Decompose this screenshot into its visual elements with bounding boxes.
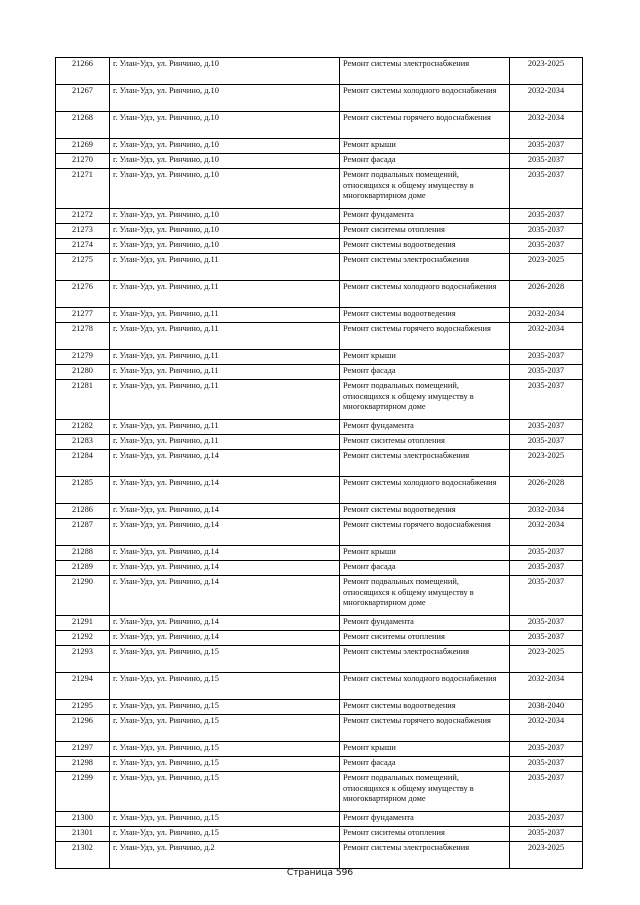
address-cell: г. Улан-Удэ, ул. Ринчино, д.15 <box>110 700 340 715</box>
address-cell: г. Улан-Удэ, ул. Ринчино, д.14 <box>110 519 340 546</box>
table-row <box>56 477 583 504</box>
table-row <box>56 420 583 435</box>
period-cell: 2023-2025 <box>510 254 583 281</box>
address-cell: г. Улан-Удэ, ул. Ринчино, д.15 <box>110 742 340 757</box>
table-row <box>56 519 583 546</box>
period-cell: 2035-2037 <box>510 616 583 631</box>
record-id-cell: 21292 <box>56 631 110 646</box>
table-row <box>56 700 583 715</box>
table-row <box>56 139 583 154</box>
work-type-cell: Ремонт системы горячего водоснабжения <box>340 112 510 139</box>
record-id-cell: 21281 <box>56 380 110 420</box>
work-type-cell: Ремонт системы электроснабжения <box>340 450 510 477</box>
record-id-cell: 21268 <box>56 112 110 139</box>
period-cell: 2035-2037 <box>510 420 583 435</box>
period-cell: 2032-2034 <box>510 673 583 700</box>
table-row <box>56 546 583 561</box>
work-type-cell: Ремонт системы электроснабжения <box>340 842 510 869</box>
work-type-cell: Ремонт системы электроснабжения <box>340 58 510 85</box>
table-row <box>56 812 583 827</box>
work-type-cell: Ремонт системы холодного водоснабжения <box>340 281 510 308</box>
table-row <box>56 646 583 673</box>
table-row <box>56 380 583 420</box>
table-row <box>56 154 583 169</box>
table-row <box>56 365 583 380</box>
address-cell: г. Улан-Удэ, ул. Ринчино, д.14 <box>110 477 340 504</box>
record-id-cell: 21299 <box>56 772 110 812</box>
address-cell: г. Улан-Удэ, ул. Ринчино, д.15 <box>110 715 340 742</box>
address-cell: г. Улан-Удэ, ул. Ринчино, д.11 <box>110 380 340 420</box>
period-cell: 2035-2037 <box>510 742 583 757</box>
period-cell: 2035-2037 <box>510 827 583 842</box>
address-cell: г. Улан-Удэ, ул. Ринчино, д.14 <box>110 576 340 616</box>
address-cell: г. Улан-Удэ, ул. Ринчино, д.14 <box>110 616 340 631</box>
table-row <box>56 631 583 646</box>
table-row <box>56 757 583 772</box>
address-cell: г. Улан-Удэ, ул. Ринчино, д.14 <box>110 546 340 561</box>
address-cell: г. Улан-Удэ, ул. Ринчино, д.14 <box>110 450 340 477</box>
period-cell: 2035-2037 <box>510 812 583 827</box>
address-cell: г. Улан-Удэ, ул. Ринчино, д.15 <box>110 827 340 842</box>
record-id-cell: 21274 <box>56 239 110 254</box>
record-id-cell: 21284 <box>56 450 110 477</box>
address-cell: г. Улан-Удэ, ул. Ринчино, д.15 <box>110 646 340 673</box>
period-cell: 2032-2034 <box>510 308 583 323</box>
record-id-cell: 21270 <box>56 154 110 169</box>
work-type-cell: Ремонт фасада <box>340 154 510 169</box>
address-cell: г. Улан-Удэ, ул. Ринчино, д.15 <box>110 757 340 772</box>
address-cell: г. Улан-Удэ, ул. Ринчино, д.10 <box>110 85 340 112</box>
address-cell: г. Улан-Удэ, ул. Ринчино, д.15 <box>110 772 340 812</box>
period-cell: 2035-2037 <box>510 546 583 561</box>
address-cell: г. Улан-Удэ, ул. Ринчино, д.15 <box>110 812 340 827</box>
period-cell: 2035-2037 <box>510 757 583 772</box>
period-cell: 2035-2037 <box>510 435 583 450</box>
period-cell: 2035-2037 <box>510 209 583 224</box>
work-type-cell: Ремонт системы горячего водоснабжения <box>340 715 510 742</box>
table-row <box>56 239 583 254</box>
table-row <box>56 435 583 450</box>
work-type-cell: Ремонт системы водоотведения <box>340 308 510 323</box>
work-type-cell: Ремонт подвальных помещений, относящихся к общему имуществу в многоквартирном доме <box>340 576 510 616</box>
address-cell: г. Улан-Удэ, ул. Ринчино, д.10 <box>110 154 340 169</box>
table-row <box>56 58 583 85</box>
period-cell: 2035-2037 <box>510 561 583 576</box>
table-row <box>56 112 583 139</box>
record-id-cell: 21285 <box>56 477 110 504</box>
work-type-cell: Ремонт системы водоотведения <box>340 504 510 519</box>
record-id-cell: 21276 <box>56 281 110 308</box>
work-type-cell: Ремонт сиситемы отопления <box>340 827 510 842</box>
period-cell: 2032-2034 <box>510 715 583 742</box>
table-row <box>56 350 583 365</box>
work-type-cell: Ремонт системы холодного водоснабжения <box>340 85 510 112</box>
work-type-cell: Ремонт крыши <box>340 139 510 154</box>
work-type-cell: Ремонт сиситемы отопления <box>340 435 510 450</box>
record-id-cell: 21282 <box>56 420 110 435</box>
period-cell: 2035-2037 <box>510 576 583 616</box>
work-type-cell: Ремонт системы холодного водоснабжения <box>340 477 510 504</box>
table-row <box>56 308 583 323</box>
period-cell: 2035-2037 <box>510 365 583 380</box>
work-type-cell: Ремонт фундамента <box>340 616 510 631</box>
period-cell: 2038-2040 <box>510 700 583 715</box>
work-type-cell: Ремонт фасада <box>340 757 510 772</box>
address-cell: г. Улан-Удэ, ул. Ринчино, д.10 <box>110 239 340 254</box>
table-row <box>56 323 583 350</box>
period-cell: 2035-2037 <box>510 350 583 365</box>
table-row <box>56 673 583 700</box>
period-cell: 2035-2037 <box>510 380 583 420</box>
address-cell: г. Улан-Удэ, ул. Ринчино, д.11 <box>110 350 340 365</box>
record-id-cell: 21302 <box>56 842 110 869</box>
address-cell: г. Улан-Удэ, ул. Ринчино, д.11 <box>110 308 340 323</box>
work-type-cell: Ремонт фасада <box>340 365 510 380</box>
work-type-cell: Ремонт подвальных помещений, относящихся к общему имуществу в многоквартирном доме <box>340 380 510 420</box>
address-cell: г. Улан-Удэ, ул. Ринчино, д.14 <box>110 504 340 519</box>
work-type-cell: Ремонт крыши <box>340 350 510 365</box>
table-row <box>56 772 583 812</box>
period-cell: 2023-2025 <box>510 842 583 869</box>
table-row <box>56 616 583 631</box>
work-type-cell: Ремонт фундамента <box>340 420 510 435</box>
record-id-cell: 21289 <box>56 561 110 576</box>
address-cell: г. Улан-Удэ, ул. Ринчино, д.14 <box>110 561 340 576</box>
table-row <box>56 224 583 239</box>
table-row <box>56 85 583 112</box>
table-row <box>56 561 583 576</box>
table-row <box>56 169 583 209</box>
period-cell: 2026-2028 <box>510 477 583 504</box>
table-row <box>56 576 583 616</box>
record-id-cell: 21283 <box>56 435 110 450</box>
work-type-cell: Ремонт крыши <box>340 546 510 561</box>
period-cell: 2023-2025 <box>510 450 583 477</box>
record-id-cell: 21271 <box>56 169 110 209</box>
address-cell: г. Улан-Удэ, ул. Ринчино, д.2 <box>110 842 340 869</box>
work-type-cell: Ремонт сиситемы отопления <box>340 224 510 239</box>
work-type-cell: Ремонт системы водоотведения <box>340 239 510 254</box>
record-id-cell: 21290 <box>56 576 110 616</box>
address-cell: г. Улан-Удэ, ул. Ринчино, д.10 <box>110 139 340 154</box>
work-type-cell: Ремонт фасада <box>340 561 510 576</box>
address-cell: г. Улан-Удэ, ул. Ринчино, д.10 <box>110 112 340 139</box>
address-cell: г. Улан-Удэ, ул. Ринчино, д.10 <box>110 169 340 209</box>
address-cell: г. Улан-Удэ, ул. Ринчино, д.11 <box>110 281 340 308</box>
address-cell: г. Улан-Удэ, ул. Ринчино, д.11 <box>110 365 340 380</box>
table-row <box>56 742 583 757</box>
work-type-cell: Ремонт системы горячего водоснабжения <box>340 323 510 350</box>
record-id-cell: 21272 <box>56 209 110 224</box>
work-type-cell: Ремонт фундамента <box>340 812 510 827</box>
work-type-cell: Ремонт подвальных помещений, относящихся к общему имуществу в многоквартирном доме <box>340 772 510 812</box>
table-body <box>56 58 583 869</box>
table-row <box>56 842 583 869</box>
record-id-cell: 21278 <box>56 323 110 350</box>
period-cell: 2035-2037 <box>510 139 583 154</box>
page-number: Страница 596 <box>286 868 354 878</box>
period-cell: 2032-2034 <box>510 85 583 112</box>
period-cell: 2035-2037 <box>510 239 583 254</box>
period-cell: 2023-2025 <box>510 646 583 673</box>
period-cell: 2035-2037 <box>510 154 583 169</box>
address-cell: г. Улан-Удэ, ул. Ринчино, д.10 <box>110 58 340 85</box>
period-cell: 2032-2034 <box>510 112 583 139</box>
record-id-cell: 21298 <box>56 757 110 772</box>
record-id-cell: 21287 <box>56 519 110 546</box>
work-type-cell: Ремонт сиситемы отопления <box>340 631 510 646</box>
address-cell: г. Улан-Удэ, ул. Ринчино, д.10 <box>110 224 340 239</box>
work-type-cell: Ремонт системы холодного водоснабжения <box>340 673 510 700</box>
work-type-cell: Ремонт системы электроснабжения <box>340 254 510 281</box>
record-id-cell: 21296 <box>56 715 110 742</box>
address-cell: г. Улан-Удэ, ул. Ринчино, д.11 <box>110 323 340 350</box>
table-row <box>56 209 583 224</box>
address-cell: г. Улан-Удэ, ул. Ринчино, д.10 <box>110 209 340 224</box>
table-row <box>56 450 583 477</box>
record-id-cell: 21277 <box>56 308 110 323</box>
record-id-cell: 21300 <box>56 812 110 827</box>
period-cell: 2032-2034 <box>510 504 583 519</box>
period-cell: 2035-2037 <box>510 631 583 646</box>
record-id-cell: 21294 <box>56 673 110 700</box>
record-id-cell: 21279 <box>56 350 110 365</box>
period-cell: 2032-2034 <box>510 519 583 546</box>
repair-schedule-table <box>55 57 583 869</box>
record-id-cell: 21297 <box>56 742 110 757</box>
address-cell: г. Улан-Удэ, ул. Ринчино, д.11 <box>110 254 340 281</box>
address-cell: г. Улан-Удэ, ул. Ринчино, д.11 <box>110 435 340 450</box>
record-id-cell: 21273 <box>56 224 110 239</box>
table-row <box>56 715 583 742</box>
record-id-cell: 21275 <box>56 254 110 281</box>
record-id-cell: 21266 <box>56 58 110 85</box>
record-id-cell: 21288 <box>56 546 110 561</box>
record-id-cell: 21291 <box>56 616 110 631</box>
period-cell: 2035-2037 <box>510 772 583 812</box>
table-row <box>56 827 583 842</box>
work-type-cell: Ремонт системы водоотведения <box>340 700 510 715</box>
period-cell: 2032-2034 <box>510 323 583 350</box>
work-type-cell: Ремонт фундамента <box>340 209 510 224</box>
record-id-cell: 21280 <box>56 365 110 380</box>
record-id-cell: 21301 <box>56 827 110 842</box>
address-cell: г. Улан-Удэ, ул. Ринчино, д.11 <box>110 420 340 435</box>
period-cell: 2035-2037 <box>510 224 583 239</box>
table-row <box>56 281 583 308</box>
record-id-cell: 21269 <box>56 139 110 154</box>
work-type-cell: Ремонт системы электроснабжения <box>340 646 510 673</box>
period-cell: 2026-2028 <box>510 281 583 308</box>
period-cell: 2023-2025 <box>510 58 583 85</box>
work-type-cell: Ремонт системы горячего водоснабжения <box>340 519 510 546</box>
address-cell: г. Улан-Удэ, ул. Ринчино, д.14 <box>110 631 340 646</box>
address-cell: г. Улан-Удэ, ул. Ринчино, д.15 <box>110 673 340 700</box>
table-row <box>56 504 583 519</box>
record-id-cell: 21286 <box>56 504 110 519</box>
record-id-cell: 21295 <box>56 700 110 715</box>
work-type-cell: Ремонт крыши <box>340 742 510 757</box>
record-id-cell: 21267 <box>56 85 110 112</box>
table-row <box>56 254 583 281</box>
record-id-cell: 21293 <box>56 646 110 673</box>
period-cell: 2035-2037 <box>510 169 583 209</box>
work-type-cell: Ремонт подвальных помещений, относящихся к общему имуществу в многоквартирном доме <box>340 169 510 209</box>
